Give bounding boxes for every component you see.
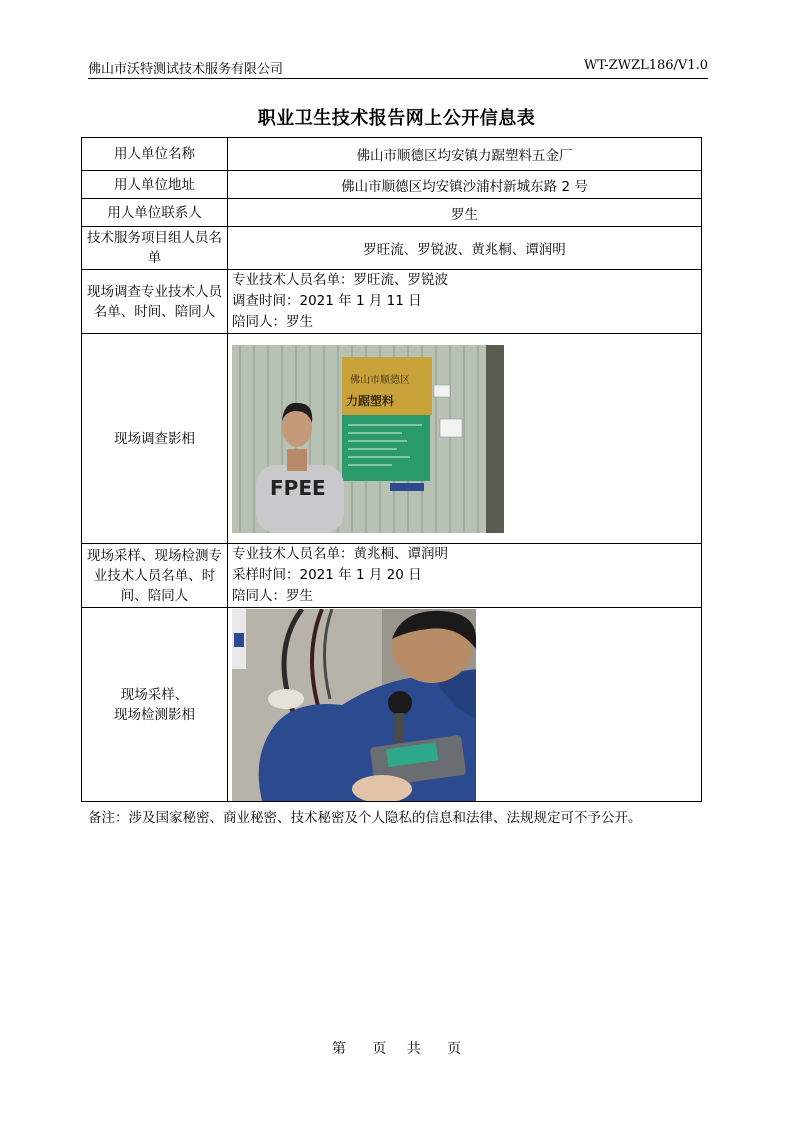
page-title: 职业卫生技术报告网上公开信息表 bbox=[257, 108, 536, 129]
company-name: 佛山市沃特测试技术服务有限公司 bbox=[88, 62, 284, 77]
table-row bbox=[82, 199, 702, 227]
survey-photo-cell bbox=[228, 334, 702, 544]
svg-text:力踞塑料: 力踞塑料 bbox=[346, 393, 395, 408]
employer-address-value: 佛山市顺德区均安镇沙浦村新城东路 2 号 bbox=[228, 171, 702, 199]
footer-page-prefix: 第 bbox=[331, 1041, 346, 1057]
sampling-companion: 陪同人：罗生 bbox=[232, 588, 313, 604]
employer-contact-label: 用人单位联系人 bbox=[82, 199, 228, 227]
footer-total-prefix: 共 bbox=[406, 1041, 421, 1057]
sampling-photo-cell bbox=[228, 608, 702, 802]
employer-contact-value: 罗生 bbox=[228, 199, 702, 227]
employer-name-value: 佛山市顺德区均安镇力踞塑料五金厂 bbox=[228, 138, 702, 171]
page-footer bbox=[0, 1038, 793, 1058]
survey-photo-label: 现场调查影相 bbox=[82, 334, 228, 544]
project-team-label: 技术服务项目组人员名单 bbox=[82, 227, 228, 270]
table-row bbox=[82, 270, 702, 334]
survey-details bbox=[228, 270, 702, 334]
table-row bbox=[82, 138, 702, 171]
footer-page-suffix: 页 bbox=[372, 1041, 387, 1057]
project-team-value: 罗旺流、罗锐波、黄兆桐、谭润明 bbox=[228, 227, 702, 270]
sampling-photo-label bbox=[82, 608, 228, 802]
sampling-photo bbox=[232, 609, 476, 801]
table-row bbox=[82, 608, 702, 802]
footer-total-suffix: 页 bbox=[447, 1041, 462, 1057]
document-code: WT-ZWZL186/V1.0 bbox=[583, 58, 708, 73]
sampling-photo-label-line2: 现场检测影相 bbox=[114, 706, 195, 723]
svg-text:FPEE: FPEE bbox=[270, 475, 326, 500]
sampling-time: 采样时间：2021 年 1 月 20 日 bbox=[232, 567, 422, 583]
table-row bbox=[82, 171, 702, 199]
sampling-label: 现场采样、现场检测专业技术人员名单、时间、陪同人 bbox=[82, 544, 228, 608]
svg-text:佛山市顺德区: 佛山市顺德区 bbox=[350, 374, 410, 386]
survey-photo-image bbox=[232, 345, 504, 533]
info-table bbox=[81, 137, 702, 802]
sampling-details bbox=[228, 544, 702, 608]
survey-companion: 陪同人：罗生 bbox=[232, 314, 313, 330]
remark-note: 备注：涉及国家秘密、商业秘密、技术秘密及个人隐私的信息和法律、法规规定可不予公开。 bbox=[88, 810, 642, 826]
sampling-photo-image bbox=[232, 609, 476, 801]
employer-name-label: 用人单位名称 bbox=[82, 138, 228, 171]
employer-address-label: 用人单位地址 bbox=[82, 171, 228, 199]
table-row bbox=[82, 227, 702, 270]
table-row bbox=[82, 544, 702, 608]
sampling-photo-label-line1: 现场采样、 bbox=[120, 686, 189, 703]
survey-label: 现场调查专业技术人员名单、时间、陪同人 bbox=[82, 270, 228, 334]
survey-photo bbox=[232, 345, 504, 533]
survey-staff: 专业技术人员名单：罗旺流、罗锐波 bbox=[232, 272, 448, 288]
sampling-staff: 专业技术人员名单：黄兆桐、谭润明 bbox=[232, 546, 448, 562]
table-row bbox=[82, 334, 702, 544]
page-header bbox=[88, 56, 708, 79]
survey-time: 调查时间：2021 年 1 月 11 日 bbox=[232, 293, 422, 309]
